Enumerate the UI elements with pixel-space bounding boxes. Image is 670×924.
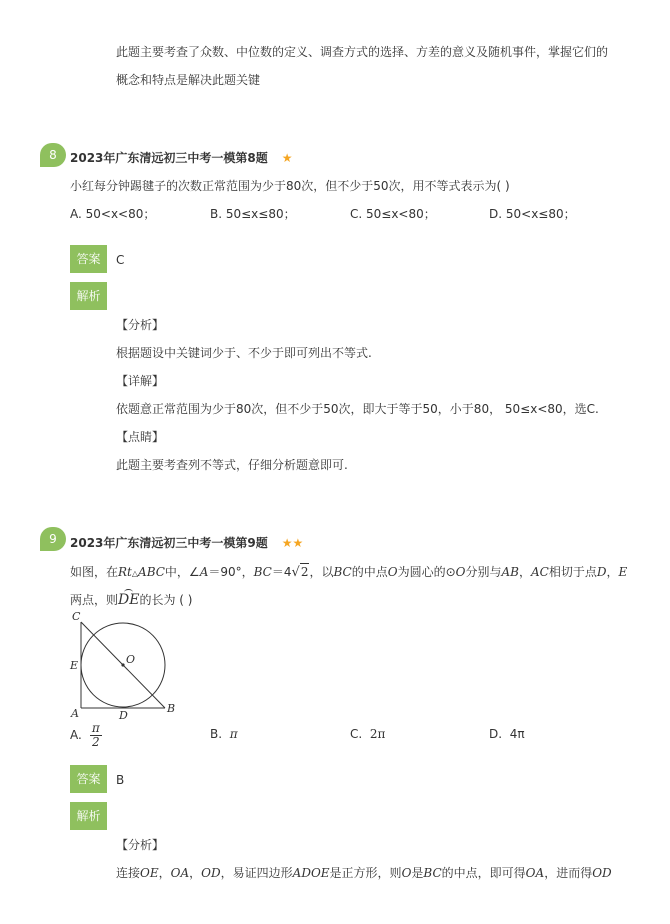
stem-var: D: [596, 565, 607, 579]
stem-text: 两点，则: [70, 593, 119, 607]
stem-text: 如图，在: [70, 565, 119, 579]
fraction: [90, 722, 102, 749]
analysis-text: [116, 865, 612, 881]
stem-var: Rt: [118, 565, 132, 579]
stem-var: O: [455, 565, 466, 579]
analysis-fragment: ，易证四边形: [220, 866, 293, 880]
center-point: [121, 663, 124, 666]
difficulty-stars: ★★: [281, 536, 304, 550]
answer-tag: 答案: [70, 765, 107, 793]
option-a: A. 50<x<80；: [70, 207, 156, 221]
stem-var: ABC: [138, 565, 165, 579]
analysis-var: OA: [525, 866, 545, 880]
comment-text: 此题主要考查列不等式，仔细分析题意即可.: [116, 458, 348, 472]
analysis-fragment: ，: [158, 866, 171, 880]
answer-tag: 答案: [70, 245, 107, 273]
question-number-badge: 8: [40, 143, 66, 167]
analysis-fragment: 是正方形，则: [329, 866, 402, 880]
intro-line-2: 概念和特点是解决此题关键: [116, 73, 261, 87]
question-number-badge: 9: [40, 527, 66, 551]
question-8-header: [70, 150, 293, 166]
numerator: π: [91, 720, 100, 735]
option-d: [489, 726, 525, 742]
intro-line-1: 此题主要考查了众数、中位数的定义、调查方式的选择、方差的意义及随机事件，掌握它们的: [116, 45, 609, 59]
detail-text: 依题意正常范围为少于80次，但不少于50次，即大于等于50，小于80， 50≤x<80，选C.: [116, 402, 599, 416]
analysis-var: O: [401, 866, 412, 880]
option-value: π: [229, 727, 238, 741]
option-label: A.: [70, 728, 82, 742]
stem-var: A: [199, 565, 209, 579]
option-c: [350, 726, 385, 742]
stem-var: O: [387, 565, 398, 579]
analysis-var: OA: [170, 866, 190, 880]
option-a: [70, 719, 102, 751]
analysis-var: OE: [140, 866, 159, 880]
sqrt-sign: √: [291, 565, 300, 580]
stem-text: 中，∠: [164, 565, 200, 579]
analysis-tag: 解析: [70, 282, 107, 310]
analysis-tag: 解析: [70, 802, 107, 830]
difficulty-stars: ★: [281, 151, 293, 165]
analysis-var: OD: [592, 866, 612, 880]
stem-text: 的中点: [351, 565, 388, 579]
option-b: B. 50≤x≤80；: [210, 207, 296, 221]
detail-heading: 【详解】: [116, 374, 165, 388]
label-o: O: [126, 653, 136, 666]
stem-var: AB: [501, 565, 519, 579]
analysis-var: OD: [201, 866, 221, 880]
answer-value: C: [116, 253, 125, 267]
denominator: 2: [91, 734, 100, 749]
analysis-heading: 【分析】: [116, 318, 165, 332]
answer-value: B: [116, 773, 125, 787]
question-9-header: [70, 535, 303, 551]
geometry-figure: [64, 608, 184, 724]
label-b: B: [167, 702, 176, 715]
question-stem-line-1: [70, 563, 627, 582]
stem-text: 为圆心的⊙: [397, 565, 456, 579]
question-title: 2023年广东清远初三中考一模第8题: [70, 151, 268, 165]
stem-var: AC: [530, 565, 549, 579]
analysis-fragment: 的中点，即可得: [441, 866, 526, 880]
option-c: C. 50≤x<80；: [350, 207, 436, 221]
triangle-symbol: △: [131, 569, 139, 578]
option-label: D.: [489, 727, 503, 741]
arc-de: DE: [118, 592, 140, 608]
label-a: A: [71, 707, 79, 720]
option-d: D. 50<x≤80；: [489, 207, 576, 221]
stem-var: BC: [253, 565, 272, 579]
stem-text: ，以: [309, 565, 334, 579]
analysis-fragment: 连接: [116, 866, 141, 880]
analysis-fragment: ，: [189, 866, 202, 880]
stem-text: ＝4: [271, 565, 292, 579]
analysis-fragment: 是: [411, 866, 424, 880]
analysis-heading: 【分析】: [116, 838, 165, 852]
analysis-text: 根据题设中关键词少于、不少于即可列出不等式.: [116, 346, 372, 360]
question-stem-line-2: [70, 592, 192, 608]
question-stem: 小红每分钟踢毽子的次数正常范围为少于80次，但不少于50次，用不等式表示为( ): [70, 179, 510, 193]
analysis-fragment: ，进而得: [544, 866, 593, 880]
stem-var: E: [618, 565, 628, 579]
option-b: [210, 726, 238, 742]
analysis-var: BC: [423, 866, 442, 880]
stem-var: BC: [333, 565, 352, 579]
analysis-var: ADOE: [292, 866, 330, 880]
label-e: E: [70, 659, 79, 672]
stem-text: ＝90°，: [208, 565, 254, 579]
option-value: 4π: [509, 727, 525, 741]
stem-text: 的长为 ( ): [139, 593, 193, 607]
stem-text: ，: [606, 565, 619, 579]
option-label: B.: [210, 727, 223, 741]
label-d: D: [119, 709, 128, 722]
option-value: 2π: [369, 727, 386, 741]
stem-text: 相切于点: [548, 565, 597, 579]
sqrt-radicand: 2: [300, 565, 309, 579]
question-title: 2023年广东清远初三中考一模第9题: [70, 536, 268, 550]
stem-text: ，: [518, 565, 531, 579]
stem-text: 分别与: [465, 565, 502, 579]
option-label: C.: [350, 727, 363, 741]
label-c: C: [72, 610, 81, 623]
comment-heading: 【点睛】: [116, 430, 165, 444]
